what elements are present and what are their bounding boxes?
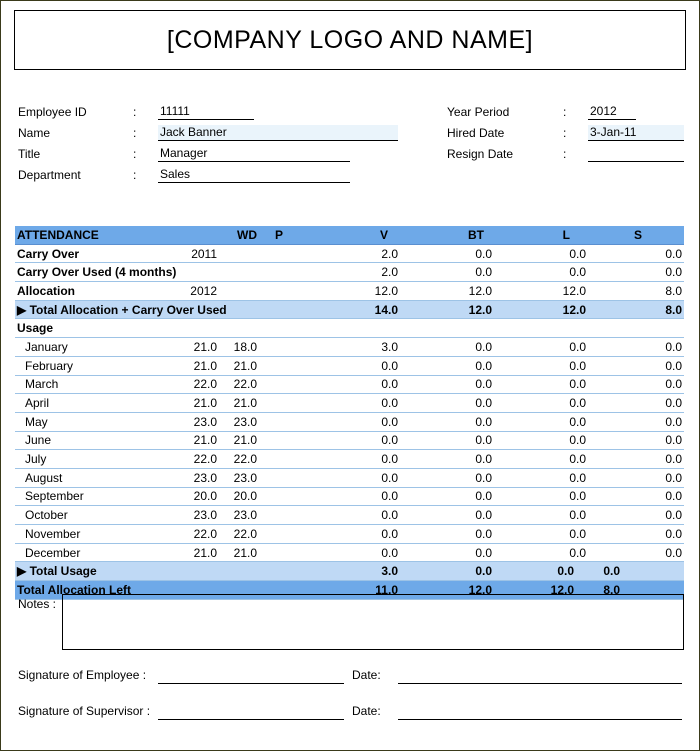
total-usage-row xyxy=(15,562,684,581)
cell-l: 0.0 xyxy=(494,244,588,263)
cell-wd: 22.0 xyxy=(175,375,219,394)
cell-l: 12.0 xyxy=(494,300,588,319)
carry-over-year: 2011 xyxy=(175,244,219,263)
cell-l: 12.0 xyxy=(494,282,588,301)
cell-v: 0.0 xyxy=(299,394,400,413)
total-left-label: Total Allocation Left xyxy=(15,581,219,600)
total-allocation-label: ▶ Total Allocation + Carry Over Used xyxy=(15,300,259,319)
month-label: November xyxy=(15,525,175,544)
cell-wd: 22.0 xyxy=(175,450,219,469)
company-logo-title: [COMPANY LOGO AND NAME] xyxy=(14,10,686,70)
month-label: January xyxy=(15,338,175,357)
table-row xyxy=(15,282,684,301)
total-allocation-row xyxy=(15,300,684,319)
table-row xyxy=(15,263,684,282)
usage-row xyxy=(15,319,684,338)
cell-l: 0.0 xyxy=(494,450,588,469)
cell-s: 0.0 xyxy=(588,412,684,431)
date-label: Date: xyxy=(352,704,381,718)
cell-s: 0.0 xyxy=(588,487,684,506)
cell-s: 8.0 xyxy=(588,300,684,319)
cell-v: 0.0 xyxy=(299,543,400,562)
cell-s: 0.0 xyxy=(588,263,684,282)
header-v: V xyxy=(299,226,400,244)
cell-l: 12.0 xyxy=(494,581,588,600)
carry-over-used-label: Carry Over Used (4 months) xyxy=(15,263,219,282)
cell-l: 0.0 xyxy=(494,412,588,431)
date-label: Date: xyxy=(352,668,381,682)
table-row xyxy=(15,487,684,506)
cell-l: 0.0 xyxy=(494,394,588,413)
month-label: October xyxy=(15,506,175,525)
cell-wd: 22.0 xyxy=(175,525,219,544)
allocation-label: Allocation xyxy=(15,282,175,301)
cell-p: 21.0 xyxy=(219,431,259,450)
cell-wd: 20.0 xyxy=(175,487,219,506)
cell-l: 0.0 xyxy=(494,468,588,487)
cell-v: 2.0 xyxy=(299,263,400,282)
cell-v: 0.0 xyxy=(299,375,400,394)
employee-id-field[interactable]: 11111 xyxy=(158,104,254,120)
department-label: Department xyxy=(18,168,81,182)
date-line[interactable] xyxy=(398,682,682,684)
cell-s: 0.0 xyxy=(588,356,684,375)
resign-date-label: Resign Date xyxy=(447,147,514,161)
colon: : xyxy=(563,126,567,140)
employee-id-label: Employee ID xyxy=(18,105,87,119)
cell-bt: 0.0 xyxy=(400,525,494,544)
cell-p: 23.0 xyxy=(219,506,259,525)
cell-bt: 0.0 xyxy=(400,562,494,581)
table-header-row xyxy=(15,226,684,244)
cell-wd: 21.0 xyxy=(175,431,219,450)
cell-v: 3.0 xyxy=(299,338,400,357)
cell-v: 0.0 xyxy=(299,525,400,544)
cell-p: 18.0 xyxy=(219,338,259,357)
cell-l: 0.0 xyxy=(494,263,588,282)
cell-wd: 23.0 xyxy=(175,468,219,487)
cell-l: 0.0 xyxy=(494,487,588,506)
cell-l: 0.0 xyxy=(494,356,588,375)
date-line[interactable] xyxy=(398,718,682,720)
cell-wd: 21.0 xyxy=(175,338,219,357)
month-label: December xyxy=(15,543,175,562)
cell-s: 0.0 xyxy=(588,506,684,525)
colon: : xyxy=(133,105,137,119)
cell-p: 23.0 xyxy=(219,412,259,431)
cell-l: 0.0 xyxy=(494,506,588,525)
header-l: L xyxy=(494,226,588,244)
hired-date-label: Hired Date xyxy=(447,126,505,140)
cell-v: 0.0 xyxy=(299,356,400,375)
cell-v: 2.0 xyxy=(299,244,400,263)
cell-s: 0.0 xyxy=(588,394,684,413)
cell-l: 0.0 xyxy=(494,543,588,562)
cell-l: 0.0 xyxy=(494,431,588,450)
cell-l: 0.0 xyxy=(494,525,588,544)
usage-label: Usage xyxy=(15,319,175,338)
hired-date-field[interactable]: 3-Jan-11 xyxy=(588,125,684,141)
cell-bt: 0.0 xyxy=(400,468,494,487)
signature-supervisor-line[interactable] xyxy=(158,718,344,720)
cell-s: 0.0 xyxy=(588,244,684,263)
cell-v: 0.0 xyxy=(299,487,400,506)
cell-bt: 0.0 xyxy=(400,431,494,450)
cell-v: 11.0 xyxy=(299,581,400,600)
month-label: September xyxy=(15,487,175,506)
month-label: August xyxy=(15,468,175,487)
colon: : xyxy=(563,147,567,161)
colon: : xyxy=(133,147,137,161)
month-label: May xyxy=(15,412,175,431)
cell-s: 0.0 xyxy=(588,468,684,487)
cell-s: 0.0 xyxy=(588,338,684,357)
table-row xyxy=(15,468,684,487)
cell-s: 8.0 xyxy=(588,282,684,301)
cell-p: 22.0 xyxy=(219,525,259,544)
cell-s: 0.0 xyxy=(588,375,684,394)
signature-employee-label: Signature of Employee : xyxy=(18,668,147,682)
department-field[interactable]: Sales xyxy=(158,167,350,183)
header-p: P xyxy=(259,226,299,244)
cell-bt: 0.0 xyxy=(400,356,494,375)
notes-field[interactable] xyxy=(62,594,684,650)
month-label: July xyxy=(15,450,175,469)
cell-p: 20.0 xyxy=(219,487,259,506)
cell-l: 0.0 xyxy=(494,338,588,357)
cell-p: 21.0 xyxy=(219,543,259,562)
cell-p: 23.0 xyxy=(219,468,259,487)
cell-p: 22.0 xyxy=(219,450,259,469)
header-s: S xyxy=(588,226,684,244)
signature-employee-line[interactable] xyxy=(158,682,344,684)
cell-l: 0.0 xyxy=(494,562,588,581)
colon: : xyxy=(133,168,137,182)
header-bt: BT xyxy=(400,226,494,244)
cell-bt: 0.0 xyxy=(400,412,494,431)
cell-v: 3.0 xyxy=(299,562,400,581)
title-label: Title xyxy=(18,147,41,161)
table-row xyxy=(15,356,684,375)
table-row xyxy=(15,450,684,469)
cell-wd: 21.0 xyxy=(175,543,219,562)
colon: : xyxy=(133,126,137,140)
title-field[interactable]: Manager xyxy=(158,146,350,162)
signature-supervisor-label: Signature of Supervisor : xyxy=(18,704,151,718)
month-label: June xyxy=(15,431,175,450)
year-period-field[interactable]: 2012 xyxy=(588,104,636,120)
header-attendance: ATTENDANCE xyxy=(15,226,175,244)
month-label: April xyxy=(15,394,175,413)
name-label: Name xyxy=(18,126,51,140)
cell-s: 0.0 xyxy=(588,450,684,469)
table-row xyxy=(15,412,684,431)
cell-bt: 0.0 xyxy=(400,375,494,394)
colon: : xyxy=(563,105,567,119)
header-wd: WD xyxy=(219,226,259,244)
cell-v: 0.0 xyxy=(299,506,400,525)
cell-wd: 21.0 xyxy=(175,356,219,375)
cell-bt: 0.0 xyxy=(400,394,494,413)
cell-v: 14.0 xyxy=(299,300,400,319)
cell-bt: 12.0 xyxy=(400,300,494,319)
cell-v: 0.0 xyxy=(299,450,400,469)
cell-bt: 0.0 xyxy=(400,543,494,562)
cell-wd: 21.0 xyxy=(175,394,219,413)
cell-bt: 0.0 xyxy=(400,244,494,263)
month-label: March xyxy=(15,375,175,394)
attendance-table xyxy=(15,226,684,600)
name-field[interactable]: Jack Banner xyxy=(158,125,398,141)
cell-wd: 23.0 xyxy=(175,506,219,525)
cell-bt: 0.0 xyxy=(400,450,494,469)
cell-bt: 0.0 xyxy=(400,487,494,506)
cell-p: 22.0 xyxy=(219,375,259,394)
cell-s: 0.0 xyxy=(588,525,684,544)
resign-date-field[interactable] xyxy=(588,146,684,162)
cell-v: 12.0 xyxy=(299,282,400,301)
cell-v: 0.0 xyxy=(299,412,400,431)
cell-bt: 0.0 xyxy=(400,338,494,357)
table-row xyxy=(15,244,684,263)
cell-p: 21.0 xyxy=(219,394,259,413)
allocation-year: 2012 xyxy=(175,282,219,301)
table-row xyxy=(15,375,684,394)
cell-bt: 12.0 xyxy=(400,282,494,301)
notes-label: Notes : xyxy=(18,597,57,611)
cell-l: 0.0 xyxy=(494,375,588,394)
total-usage-label: ▶ Total Usage xyxy=(15,562,219,581)
cell-p: 21.0 xyxy=(219,356,259,375)
cell-s: 0.0 xyxy=(588,543,684,562)
carry-over-label: Carry Over xyxy=(15,244,175,263)
cell-bt: 0.0 xyxy=(400,263,494,282)
table-row xyxy=(15,338,684,357)
cell-s: 0.0 xyxy=(588,431,684,450)
cell-v: 0.0 xyxy=(299,431,400,450)
cell-s: 0.0 xyxy=(588,562,684,581)
month-label: February xyxy=(15,356,175,375)
table-row xyxy=(15,525,684,544)
cell-v: 0.0 xyxy=(299,468,400,487)
table-row xyxy=(15,506,684,525)
cell-wd: 23.0 xyxy=(175,412,219,431)
year-period-label: Year Period xyxy=(447,105,510,119)
cell-bt: 0.0 xyxy=(400,506,494,525)
table-row xyxy=(15,543,684,562)
cell-bt: 12.0 xyxy=(400,581,494,600)
table-row xyxy=(15,394,684,413)
table-row xyxy=(15,431,684,450)
cell-s: 8.0 xyxy=(588,581,684,600)
